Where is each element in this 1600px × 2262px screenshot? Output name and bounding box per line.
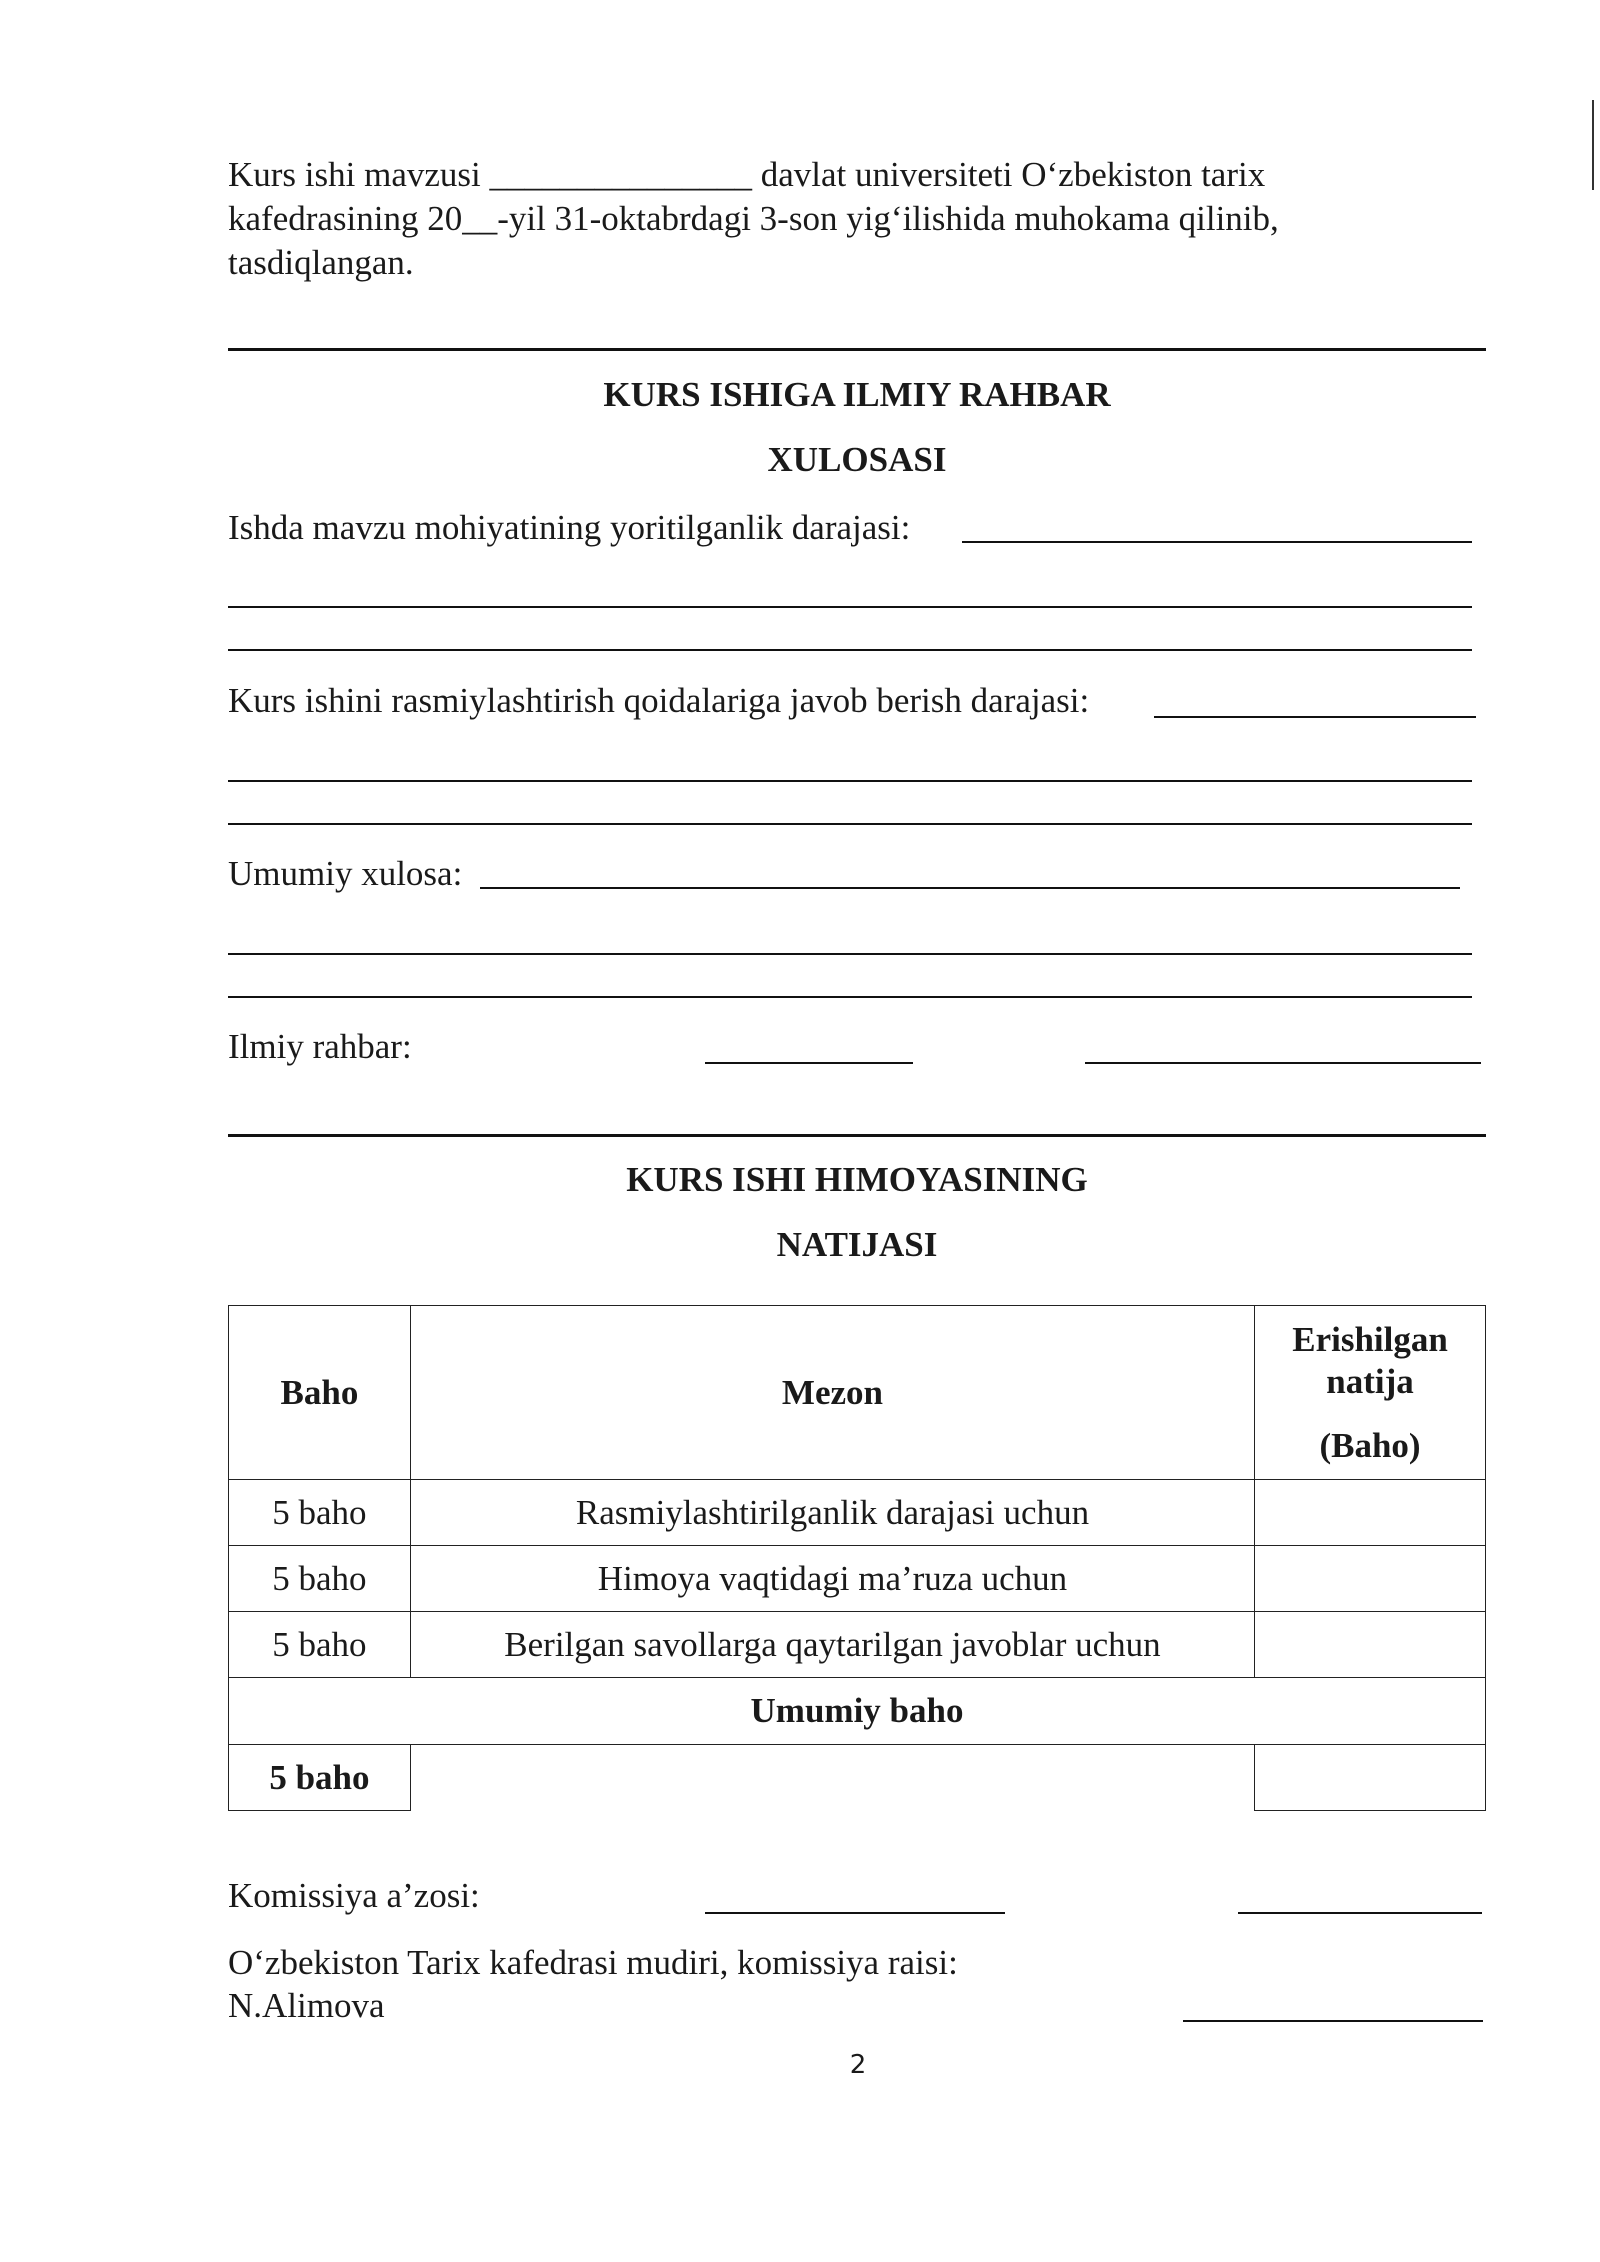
intro-university-text: davlat universiteti O‘zbekiston tarix bbox=[760, 155, 1266, 194]
total-label: Umumiy baho bbox=[229, 1678, 1486, 1745]
page-number: 2 bbox=[849, 2050, 867, 2080]
table-total-label-row bbox=[229, 1678, 1486, 1745]
supervisor-label: Ilmiy rahbar: bbox=[228, 1027, 412, 1066]
row-grade: 5 baho bbox=[229, 1546, 411, 1612]
row-grade: 5 baho bbox=[229, 1480, 411, 1546]
table-row bbox=[229, 1546, 1486, 1612]
field-coverage-line-3 bbox=[228, 649, 1472, 651]
commission-member-label: Komissiya a’zosi: bbox=[228, 1876, 480, 1915]
chair-label: O‘zbekiston Tarix kafedrasi mudiri, komissiya raisi: bbox=[228, 1943, 958, 1982]
section-divider bbox=[228, 348, 1486, 351]
commission-member-signature-line bbox=[705, 1912, 1005, 1914]
header-result-line-3: (Baho) bbox=[1319, 1425, 1421, 1465]
intro-topic-blank: _______________ bbox=[489, 155, 753, 194]
commission-member-name-line bbox=[1238, 1912, 1482, 1914]
total-result-cell[interactable] bbox=[1255, 1745, 1486, 1811]
supervisor-name-line bbox=[1085, 1062, 1481, 1064]
row-result-cell[interactable] bbox=[1255, 1546, 1486, 1612]
row-criterion: Himoya vaqtidagi ma’ruza uchun bbox=[410, 1546, 1254, 1612]
field-formatting-blank bbox=[1154, 716, 1476, 718]
field-summary-line-2 bbox=[228, 953, 1472, 955]
header-result bbox=[1255, 1306, 1486, 1480]
field-summary-line-3 bbox=[228, 996, 1472, 998]
conclusion-title-2: XULOSASI bbox=[767, 440, 947, 479]
field-formatting-line-3 bbox=[228, 823, 1472, 825]
table-row bbox=[229, 1612, 1486, 1678]
field-formatting-line-2 bbox=[228, 780, 1472, 782]
section-divider-2 bbox=[228, 1134, 1486, 1137]
header-criterion: Mezon bbox=[410, 1306, 1254, 1480]
row-result-cell[interactable] bbox=[1255, 1480, 1486, 1546]
conclusion-title-1: KURS ISHIGA ILMIY RAHBAR bbox=[603, 375, 1111, 414]
header-grade: Baho bbox=[229, 1306, 411, 1480]
chair-signature-line bbox=[1183, 2020, 1483, 2022]
field-coverage-line-2 bbox=[228, 606, 1472, 608]
defense-title-1: KURS ISHI HIMOYASINING bbox=[626, 1160, 1088, 1199]
header-result-line-1: Erishilgan bbox=[1292, 1319, 1448, 1359]
total-grade: 5 baho bbox=[229, 1745, 411, 1811]
intro-topic-label: Kurs ishi mavzusi bbox=[228, 155, 481, 194]
field-formatting-label: Kurs ishini rasmiylashtirish qoidalariga javob berish darajasi: bbox=[228, 681, 1090, 720]
field-summary-label: Umumiy xulosa: bbox=[228, 854, 463, 893]
field-summary-blank bbox=[480, 887, 1460, 889]
table-total-row bbox=[229, 1745, 1486, 1811]
row-grade: 5 baho bbox=[229, 1612, 411, 1678]
row-criterion: Berilgan savollarga qaytarilgan javoblar uchun bbox=[410, 1612, 1254, 1678]
total-empty-cell bbox=[410, 1745, 1254, 1811]
table-row bbox=[229, 1480, 1486, 1546]
page-edge-rule bbox=[1592, 100, 1594, 190]
results-table bbox=[228, 1305, 1486, 1811]
field-coverage-label: Ishda mavzu mohiyatining yoritilganlik darajasi: bbox=[228, 508, 911, 547]
field-coverage-blank bbox=[962, 541, 1472, 543]
row-result-cell[interactable] bbox=[1255, 1612, 1486, 1678]
table-header-row bbox=[229, 1306, 1486, 1480]
supervisor-signature-line bbox=[705, 1062, 913, 1064]
intro-line-2: kafedrasining 20__-yil 31-oktabrdagi 3-son yig‘ilishida muhokama qilinib, bbox=[228, 199, 1279, 238]
intro-line-1 bbox=[228, 153, 1265, 197]
intro-line-3: tasdiqlangan. bbox=[228, 243, 414, 282]
header-result-line-2: natija bbox=[1326, 1361, 1414, 1401]
row-criterion: Rasmiylashtirilganlik darajasi uchun bbox=[410, 1480, 1254, 1546]
chair-name: N.Alimova bbox=[228, 1986, 385, 2025]
defense-title-2: NATIJASI bbox=[776, 1225, 938, 1264]
